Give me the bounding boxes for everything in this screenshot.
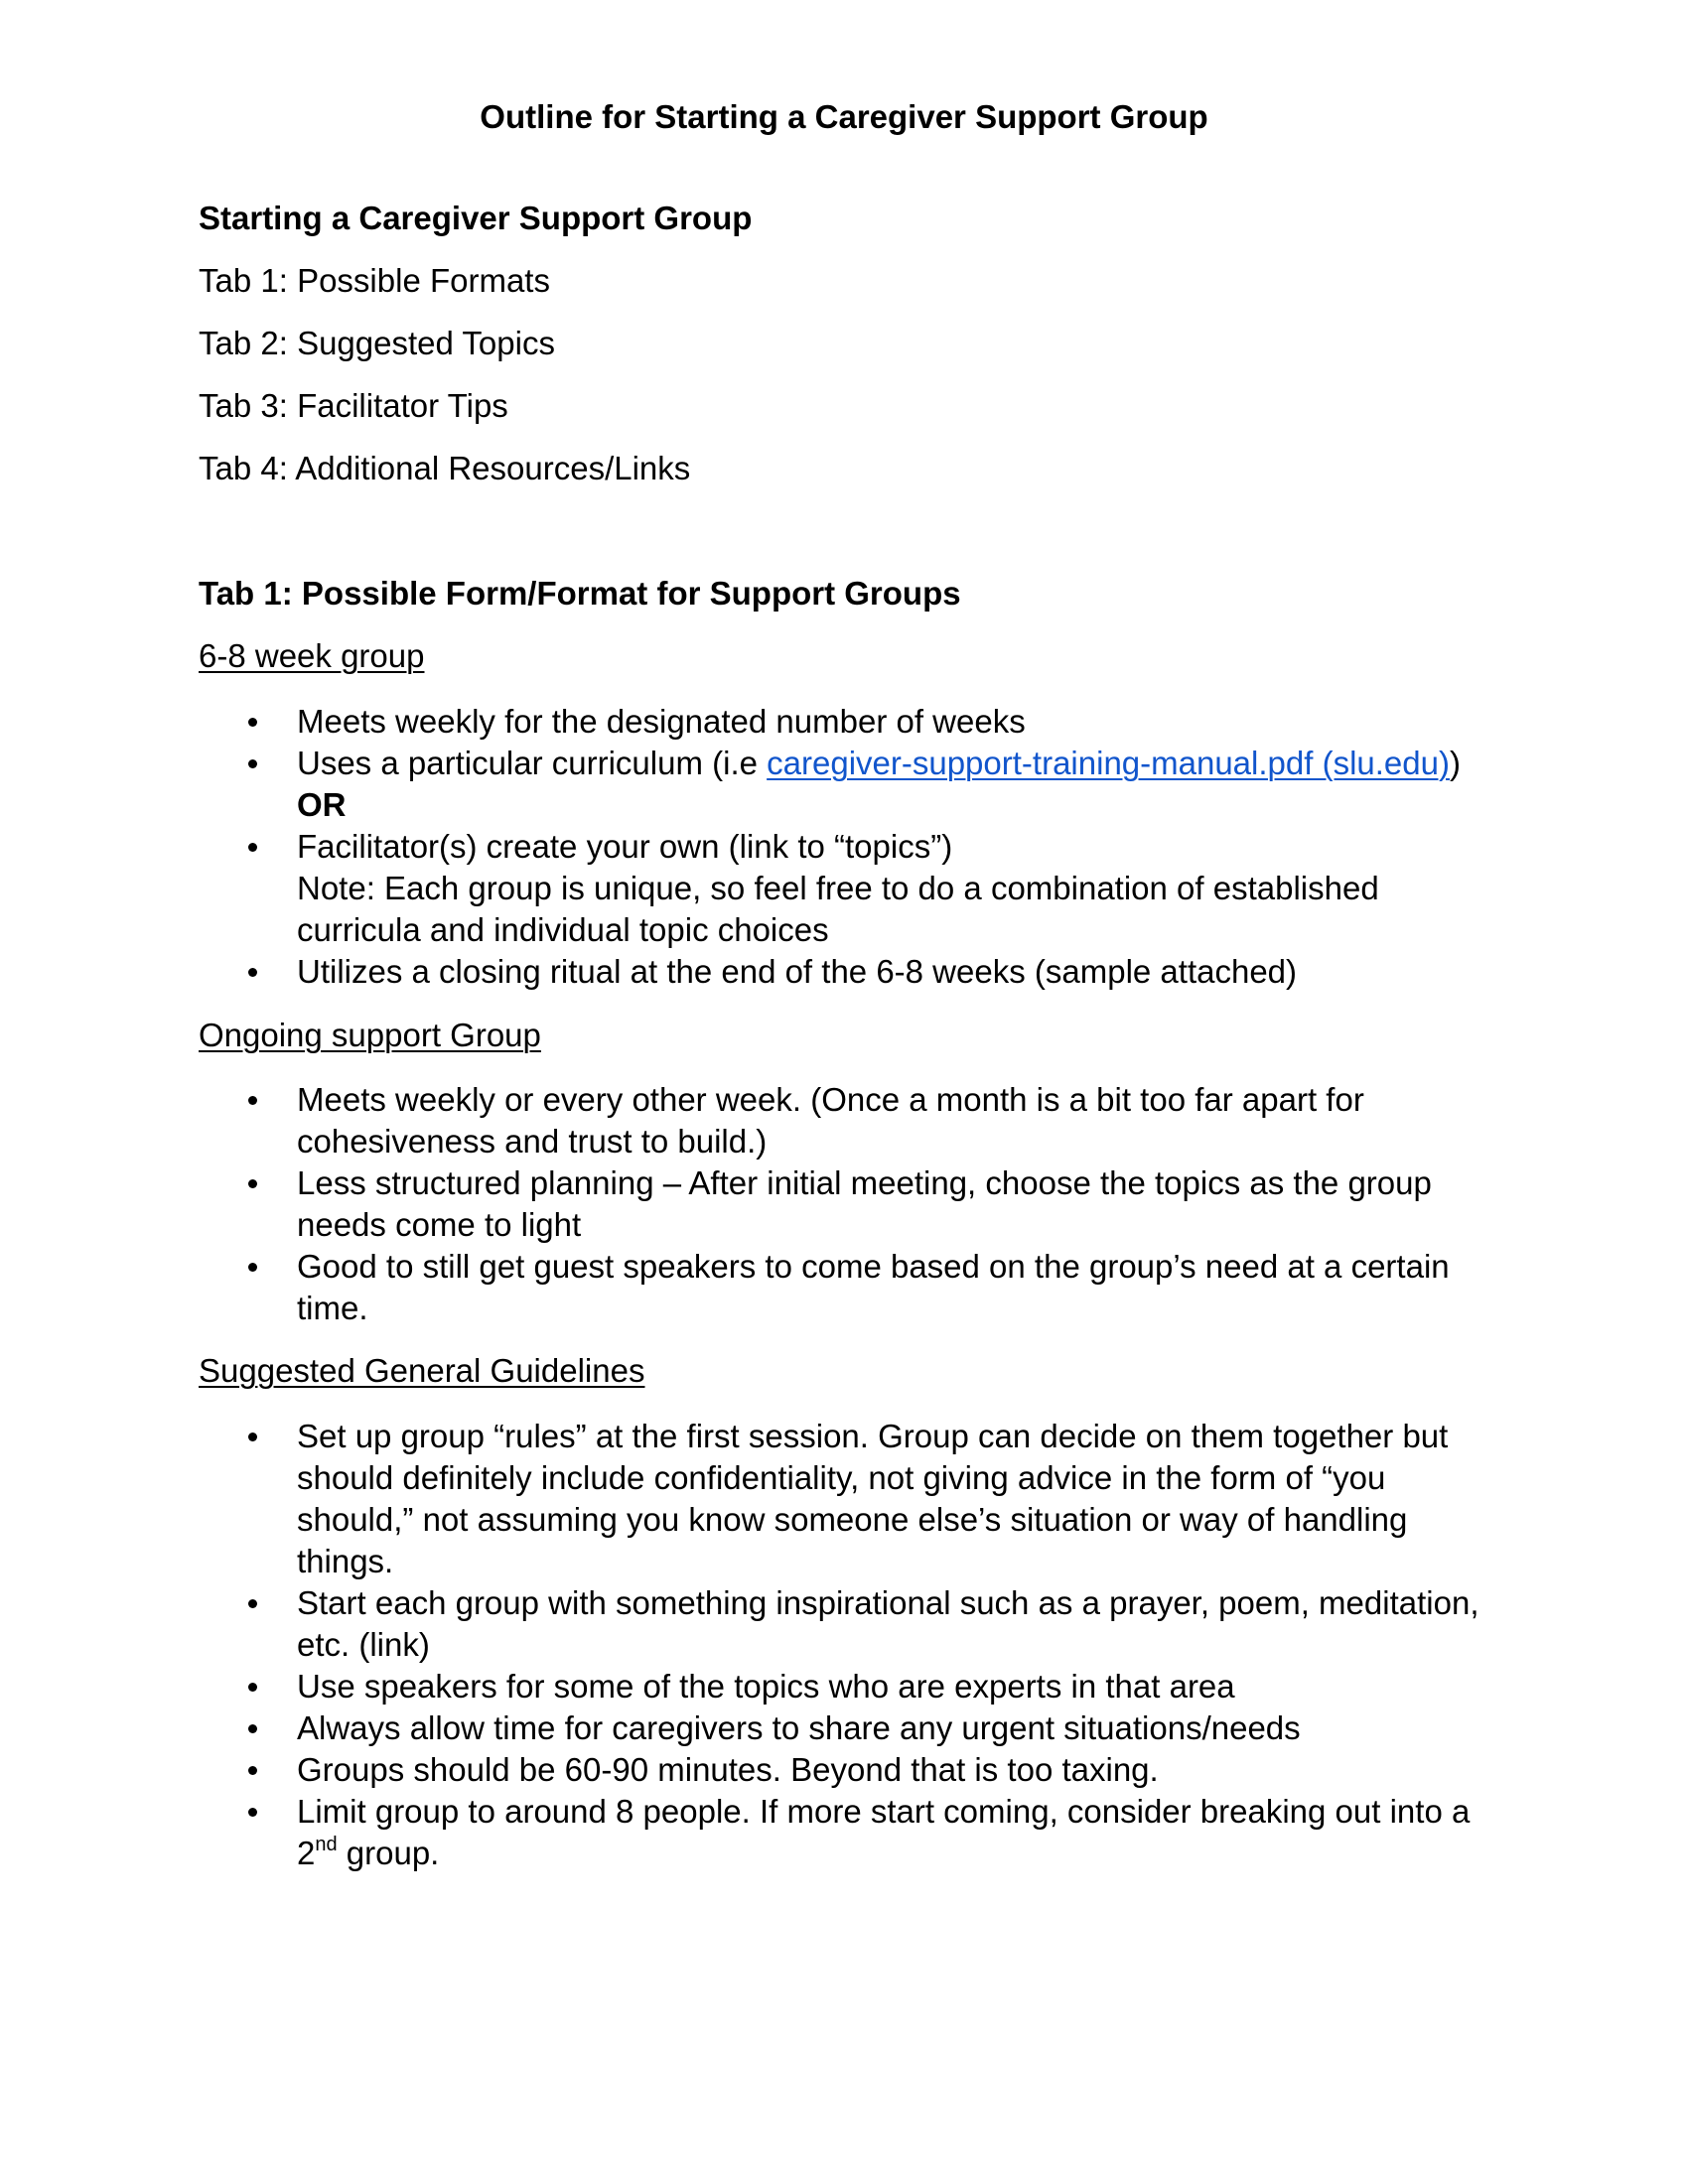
- outline-item-tab1: Tab 1: Possible Formats: [199, 262, 550, 299]
- document-title: Outline for Starting a Caregiver Support Group: [480, 98, 1208, 135]
- bullet-icon: [248, 1808, 257, 1817]
- bullet-icon: [248, 1766, 257, 1775]
- bullet-icon: [248, 1683, 257, 1692]
- bullet-icon: [248, 1599, 257, 1608]
- list-item: [0, 1162, 1488, 1246]
- list-item-text: Groups should be 60-90 minutes. Beyond that is too taxing.: [297, 1751, 1159, 1788]
- list-item-text: Good to still get guest speakers to come based on the group’s need at a certain time.: [297, 1248, 1450, 1326]
- list-item: [0, 1707, 1488, 1749]
- list-item: [0, 826, 1488, 951]
- list-item: [0, 1666, 1488, 1707]
- outline-item-tab4: Tab 4: Additional Resources/Links: [199, 450, 691, 486]
- curriculum-link[interactable]: caregiver-support-training-manual.pdf (slu.edu): [767, 745, 1450, 781]
- list-item-text: ): [1449, 745, 1461, 781]
- list-item-text: Utilizes a closing ritual at the end of the 6-8 weeks (sample attached): [297, 953, 1298, 990]
- list-item-text: Set up group “rules” at the first session. Group can decide on them together but should definitely include confidentiality, not giving advice in the form of “you should,” not assuming you know someone else’s situation or way of handling things.: [297, 1418, 1449, 1579]
- list-item-text: Uses a particular curriculum (i.e: [297, 745, 768, 781]
- bullet-icon: [248, 843, 257, 852]
- bullet-icon: [248, 759, 257, 768]
- list-item-text: Always allow time for caregivers to share any urgent situations/needs: [297, 1709, 1301, 1746]
- list-item-text: Start each group with something inspirational such as a prayer, poem, meditation, etc. (link): [297, 1584, 1479, 1663]
- list-item: [0, 1791, 1488, 1874]
- list-item-text: Facilitator(s) create your own (link to “topics”): [297, 828, 953, 865]
- outline-item-tab3: Tab 3: Facilitator Tips: [199, 387, 508, 424]
- bullet-icon: [248, 968, 257, 977]
- section3-bullet-list: [0, 1416, 1688, 1874]
- section1-bullet-list: [0, 701, 1688, 993]
- list-item-note: Note: Each group is unique, so feel free to do a combination of established curricula and individual topic choices: [297, 870, 1379, 948]
- outline-item-tab2: Tab 2: Suggested Topics: [199, 325, 555, 361]
- list-item-text: Limit group to around 8 people. If more start coming, consider breaking out into a 2: [297, 1793, 1471, 1871]
- bullet-icon: [248, 1263, 257, 1272]
- list-item: [0, 701, 1488, 743]
- bullet-icon: [248, 1724, 257, 1733]
- list-item-text: Less structured planning – After initial meeting, choose the topics as the group needs come to light: [297, 1164, 1432, 1243]
- or-label: OR: [297, 786, 347, 823]
- list-item: [0, 951, 1488, 993]
- ordinal-superscript: nd: [315, 1834, 338, 1855]
- list-item-text: Meets weekly for the designated number of weeks: [297, 703, 1026, 740]
- section-heading-suggested-general-guidelines: Suggested General Guidelines: [199, 1352, 645, 1389]
- list-item-text: group.: [337, 1835, 440, 1871]
- list-item: [0, 1582, 1488, 1666]
- bullet-icon: [248, 1096, 257, 1105]
- list-item: [0, 743, 1488, 826]
- list-item: [0, 1246, 1488, 1329]
- bullet-icon: [248, 1433, 257, 1441]
- outline-heading: Starting a Caregiver Support Group: [199, 200, 753, 236]
- section-heading-ongoing-support-group: Ongoing support Group: [199, 1017, 541, 1053]
- tab1-heading: Tab 1: Possible Form/Format for Support Groups: [199, 575, 961, 612]
- list-item: [0, 1079, 1488, 1162]
- section-heading-6-8-week-group: 6-8 week group: [199, 637, 425, 674]
- bullet-icon: [248, 718, 257, 727]
- list-item-text: Meets weekly or every other week. (Once a month is a bit too far apart for cohesiveness and trust to build.): [297, 1081, 1364, 1160]
- section2-bullet-list: [0, 1079, 1688, 1329]
- list-item: [0, 1416, 1488, 1582]
- list-item-text: Use speakers for some of the topics who are experts in that area: [297, 1668, 1235, 1705]
- bullet-icon: [248, 1179, 257, 1188]
- list-item: [0, 1749, 1488, 1791]
